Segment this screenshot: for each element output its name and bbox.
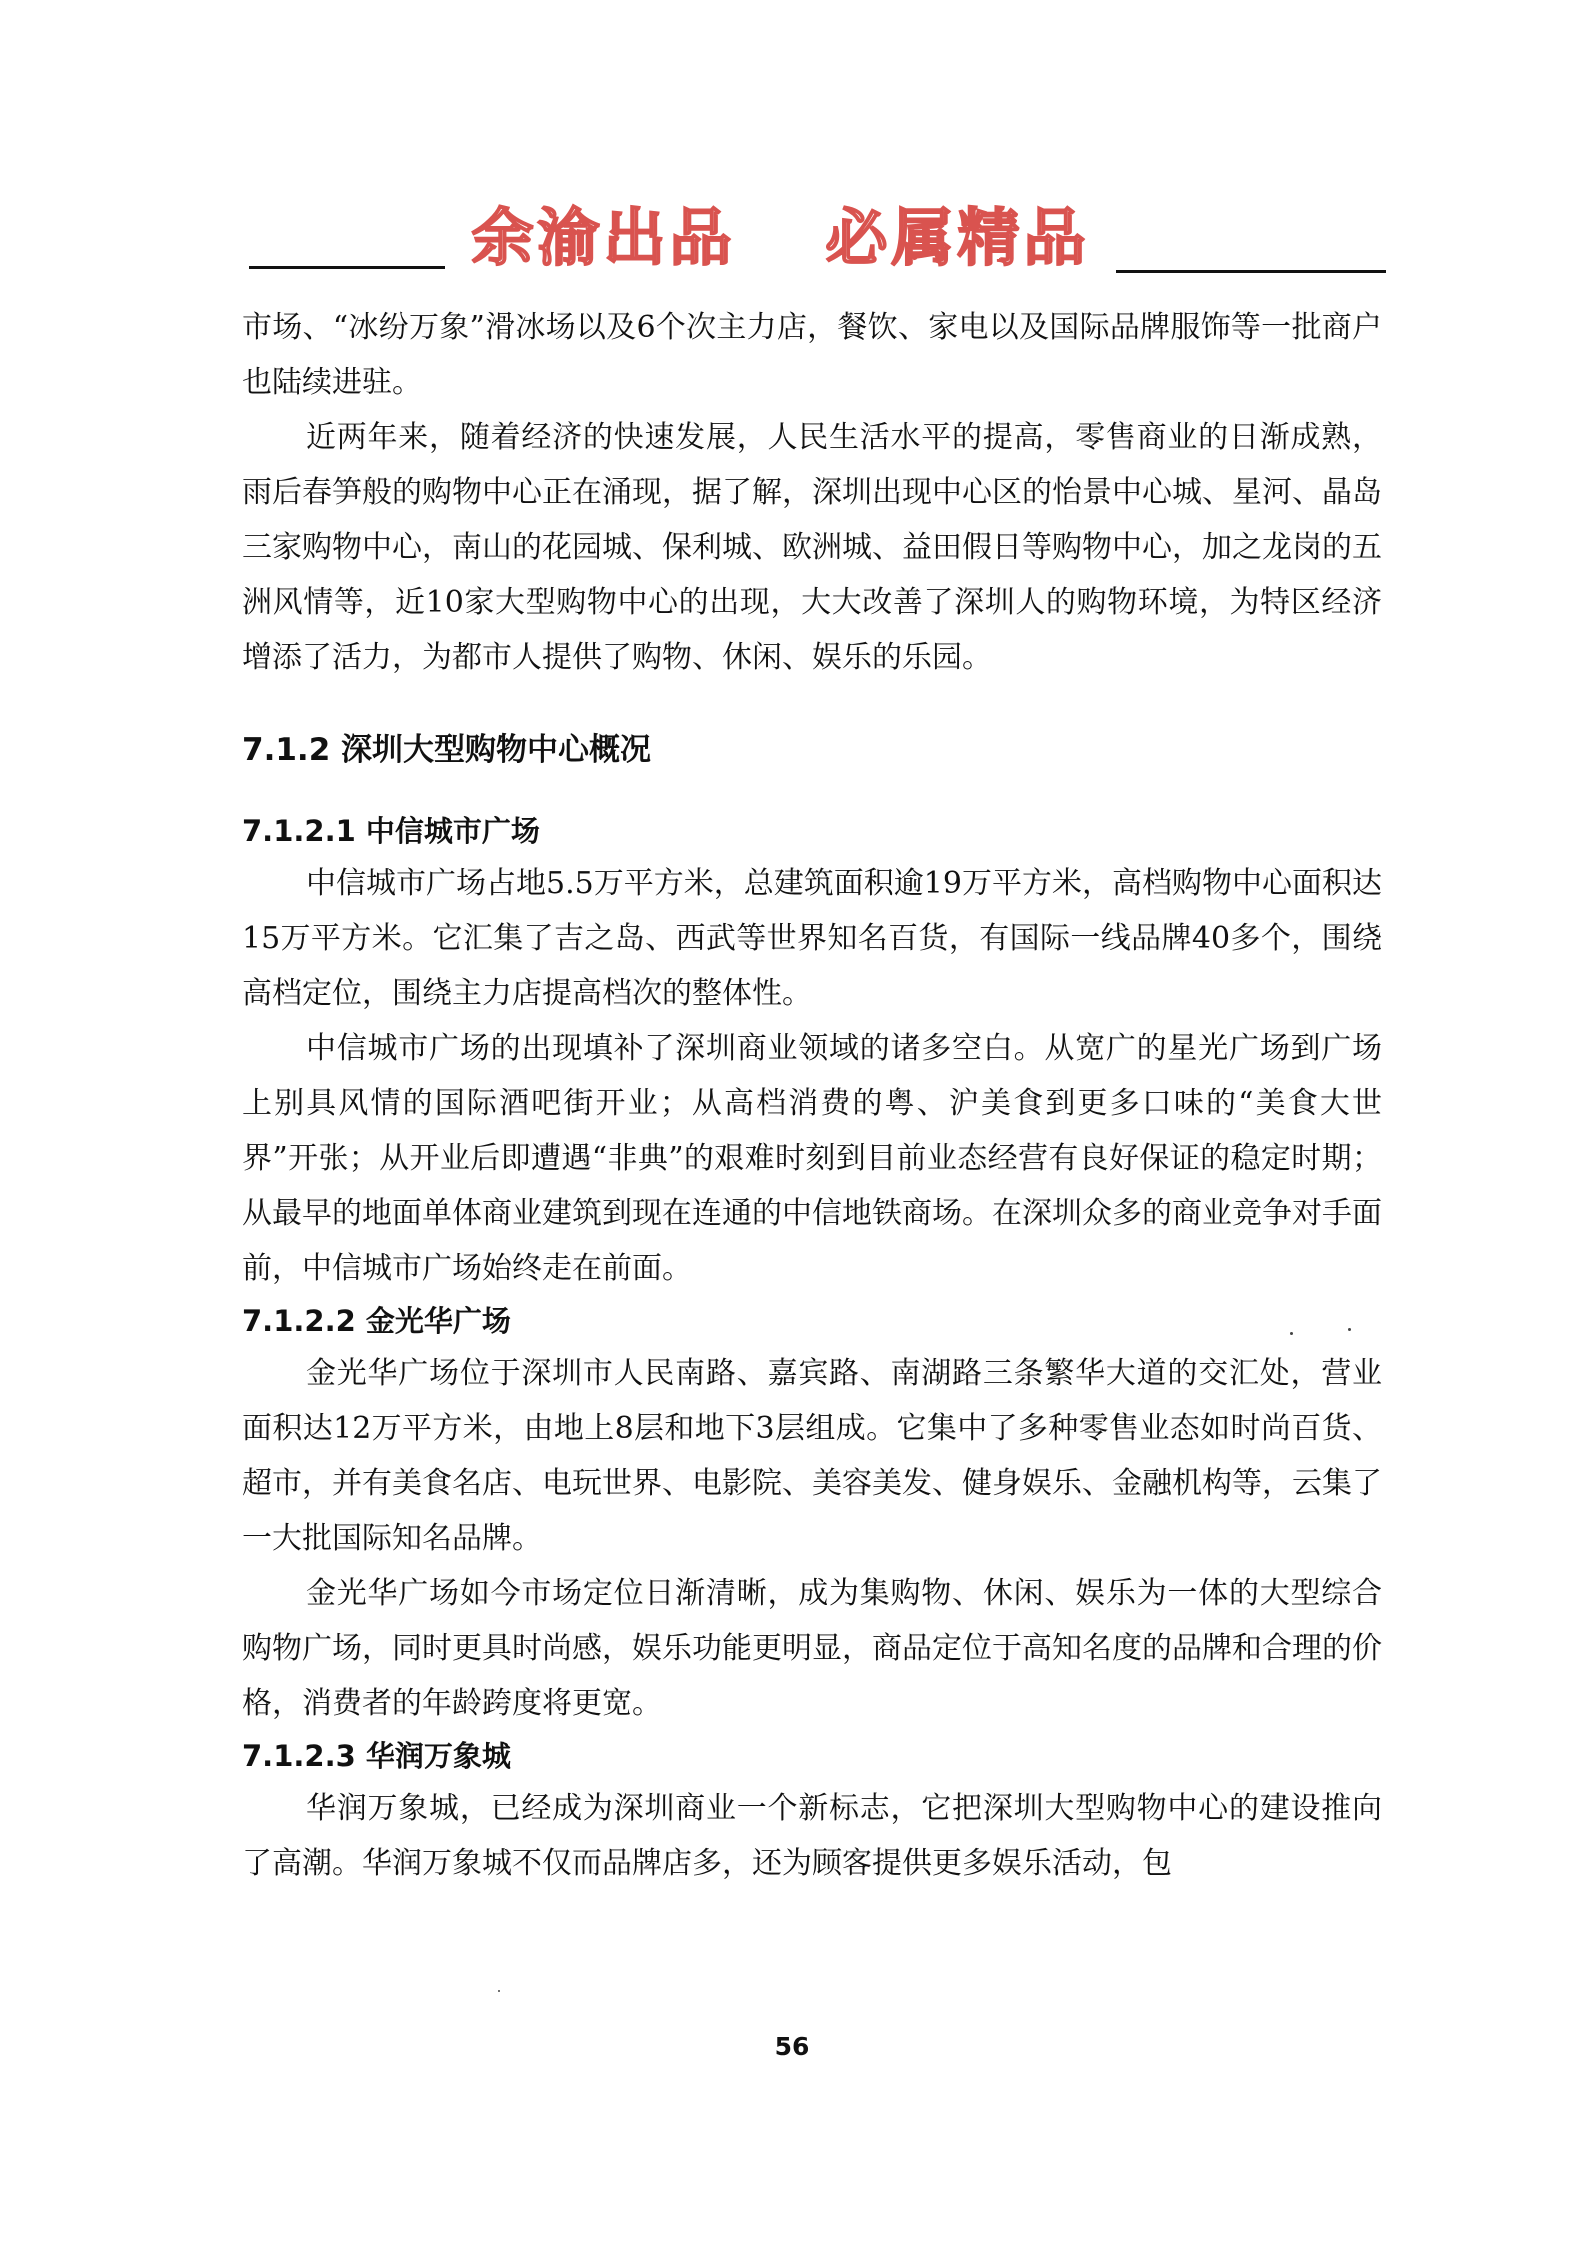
header-rule-right [1116,270,1386,273]
page-body [242,300,1382,1891]
page-header [0,198,1584,278]
subsection-heading-kingglory: 7.1.2.2 金光华广场 [242,1304,511,1338]
scan-speck [498,1990,500,1992]
subsection-heading-citic: 7.1.2.1 中信城市广场 [242,814,540,848]
subsection-heading-mixc: 7.1.2.3 华润万象城 [242,1739,511,1773]
header-left-text: 余渝出品 [471,201,736,274]
section-heading: 7.1.2 深圳大型购物中心概况 [242,732,652,768]
page-number: 56 [774,2032,810,2061]
paragraph-intro: 近两年来，随着经济的快速发展，人民生活水平的提高，零售商业的日渐成熟，雨后春笋般的购物中心正在涌现，据了解，深圳出现中心区的怡景中心城、星河、晶岛三家购物中心，南山的花园城、保利城、欧洲城、益田假日等购物中心，加之龙岗的五洲风情等，近10家大型购物中心的出现，大大改善了深圳人的购物环境，为特区经济增添了活力，为都市人提供了购物、休闲、娱乐的乐园。 [242,420,1382,675]
scan-speck [1348,1328,1351,1331]
header-watermark [445,198,1116,278]
paragraph-continued: 市场、“冰纷万象”滑冰场以及6个次主力店，餐饮、家电以及国际品牌服饰等一批商户也陆续进驻。 [242,310,1382,400]
paragraph-citic-2: 中信城市广场的出现填补了深圳商业领域的诸多空白。从宽广的星光广场到广场上别具风情的国际酒吧街开业；从高档消费的粤、沪美食到更多口味的“美食大世界”开张；从开业后即遭遇“非典”的艰难时刻到目前业态经营有良好保证的稳定时期；从最早的地面单体商业建筑到现在连通的中信地铁商场。在深圳众多的商业竞争对手面前，中信城市广场始终走在前面。 [242,1031,1382,1286]
paragraph-mixc-1: 华润万象城，已经成为深圳商业一个新标志，它把深圳大型购物中心的建设推向了高潮。华润万象城不仅而品牌店多，还为顾客提供更多娱乐活动，包 [242,1791,1382,1881]
scan-speck [1290,1332,1293,1335]
paragraph-citic-1: 中信城市广场占地5.5万平方米，总建筑面积逾19万平方米，高档购物中心面积达15万平方米。它汇集了吉之岛、西武等世界知名百货，有国际一线品牌40多个，围绕高档定位，围绕主力店提高档次的整体性。 [242,866,1382,1011]
header-rule-left [249,266,445,269]
paragraph-kingglory-1: 金光华广场位于深圳市人民南路、嘉宾路、南湖路三条繁华大道的交汇处，营业面积达12万平方米，由地上8层和地下3层组成。它集中了多种零售业态如时尚百货、超市，并有美食名店、电玩世界、电影院、美容美发、健身娱乐、金融机构等，云集了一大批国际知名品牌。 [242,1356,1382,1556]
header-right-text: 必属精品 [825,201,1090,274]
paragraph-kingglory-2: 金光华广场如今市场定位日渐清晰，成为集购物、休闲、娱乐为一体的大型综合购物广场，同时更具时尚感，娱乐功能更明显，商品定位于高知名度的品牌和合理的价格，消费者的年龄跨度将更宽。 [242,1576,1382,1721]
